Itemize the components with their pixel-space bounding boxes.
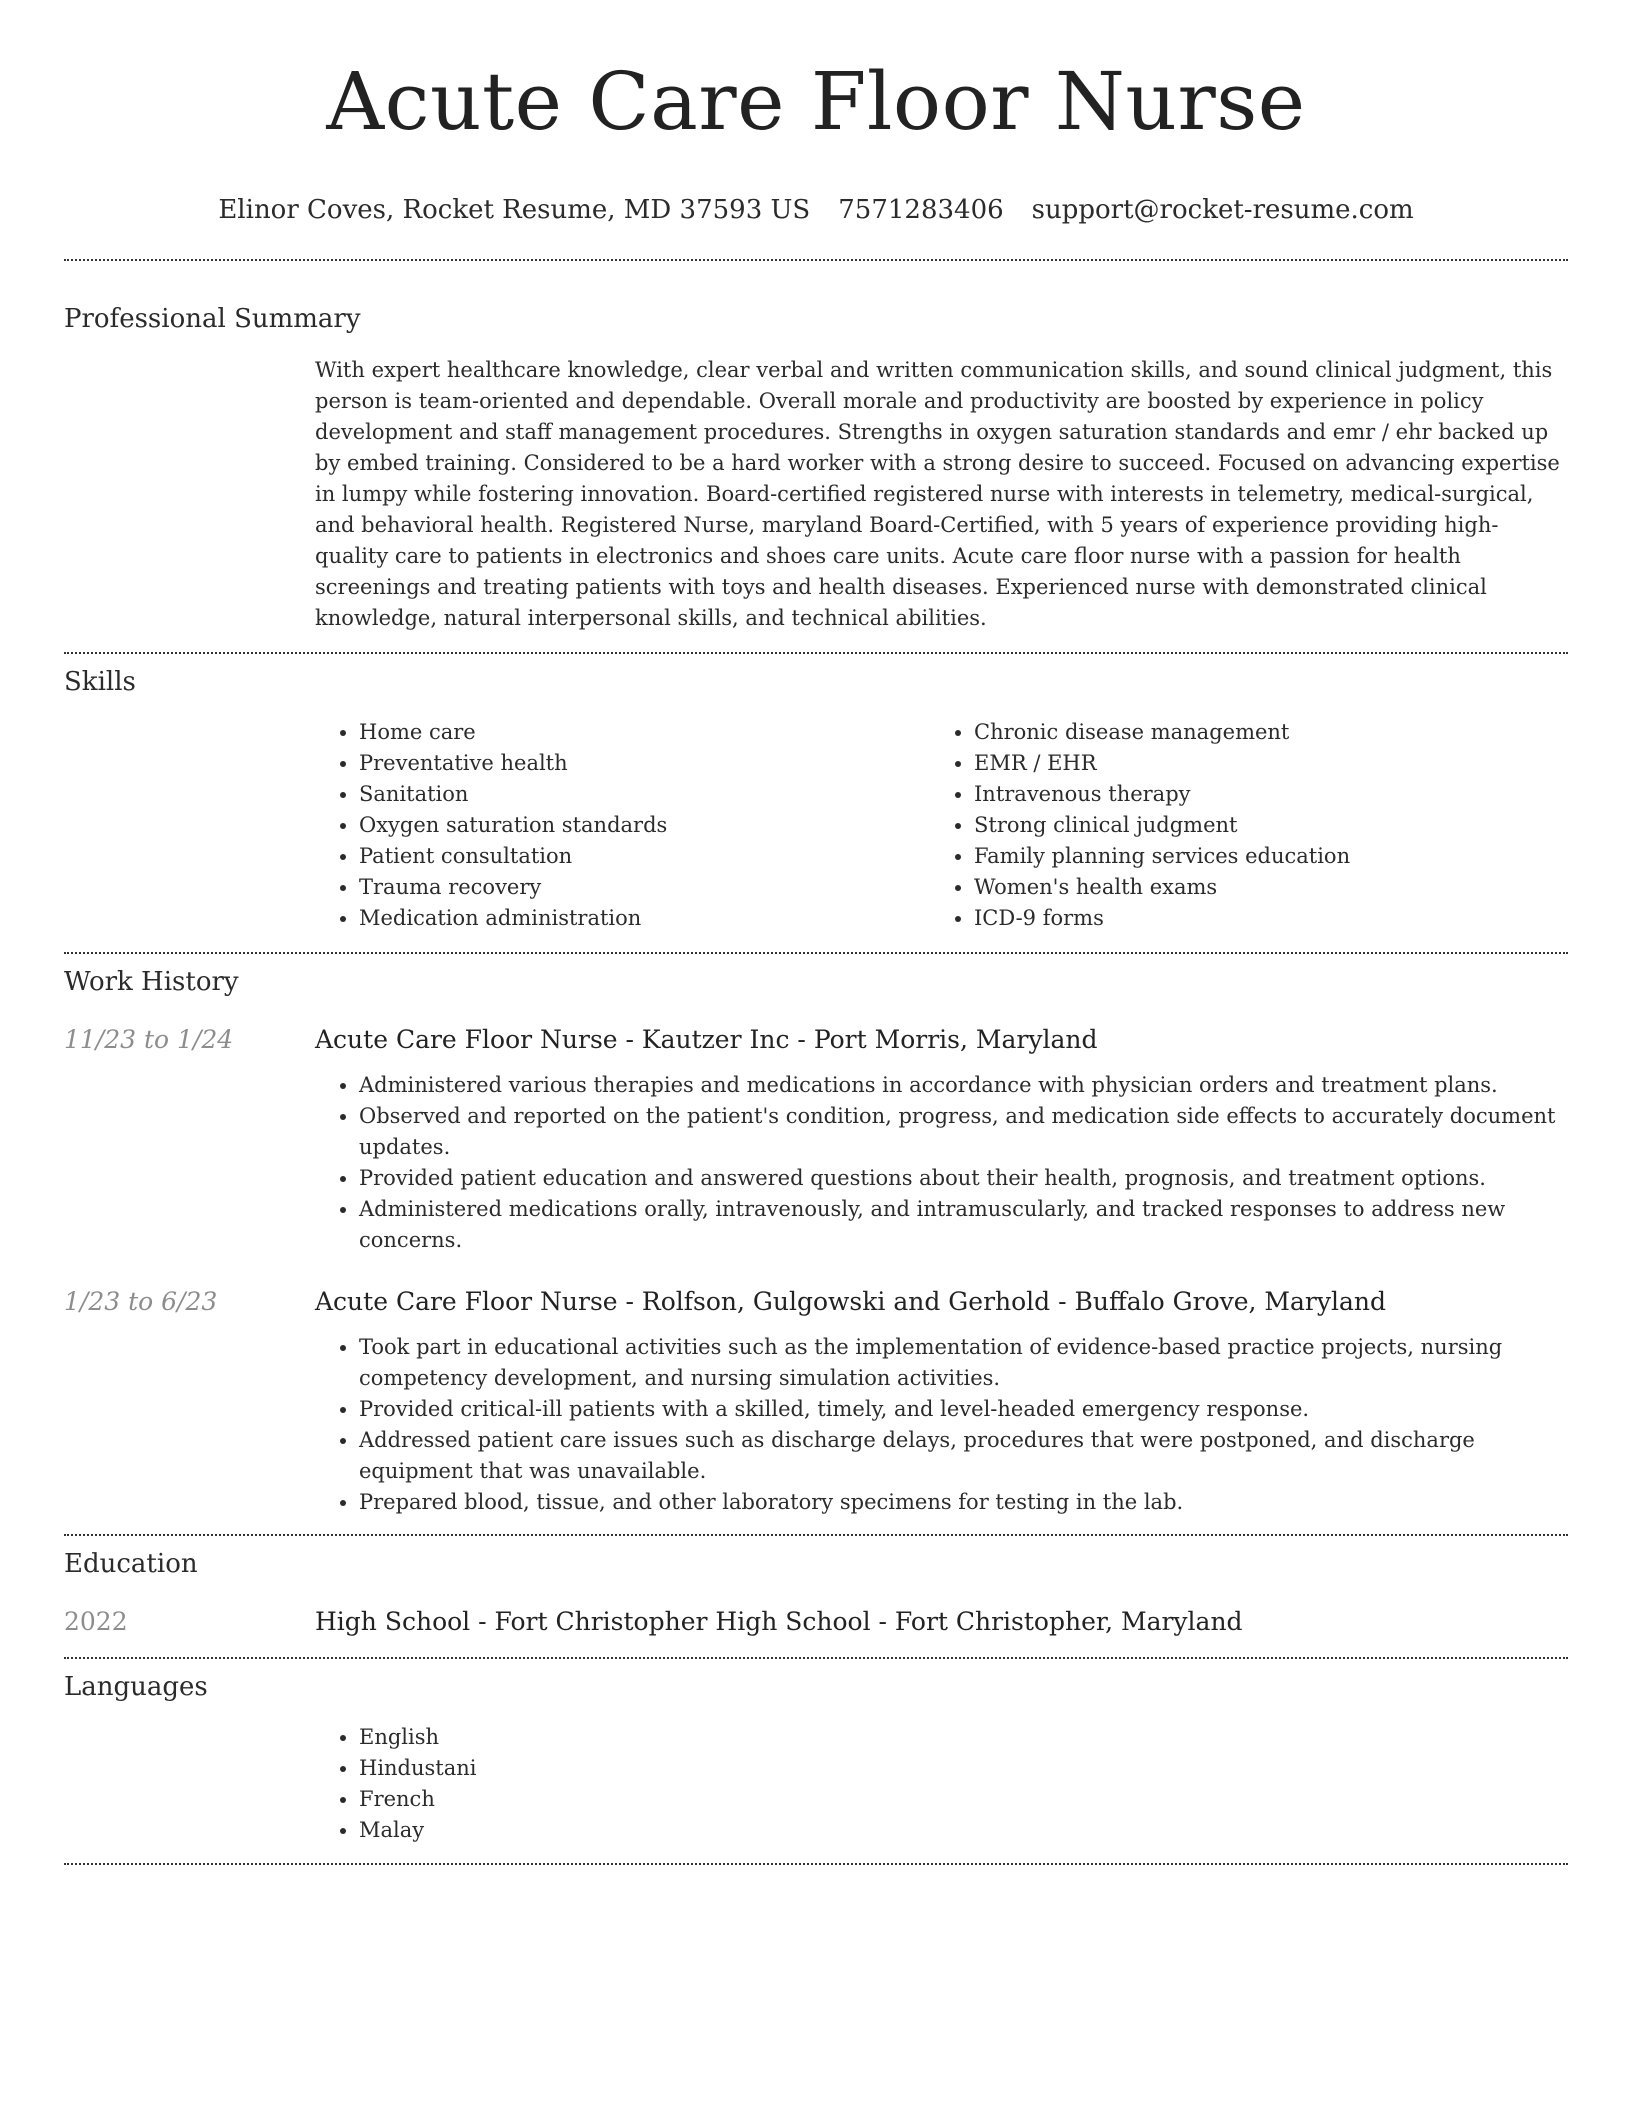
contact-email: support@rocket-resume.com [1031,195,1414,225]
job-title: Acute Care Floor Nurse - Rolfson, Gulgowski and Gerhold - Buffalo Grove, Maryland [315,1287,1387,1316]
job-bullet: • Took part in educational activities such as the implementation of evidence-based practice projects, nursing competency development, and nursing simulation activities. [359,1332,1568,1394]
section-title-languages: Languages [64,1672,208,1702]
job-dates: 11/23 to 1/24 [64,1025,234,1054]
skills-section [64,664,1568,934]
work-history-section [64,964,1568,1518]
language-item: • Hindustani [359,1753,1568,1784]
job-entry [64,1284,1568,1518]
section-title-education: Education [64,1549,198,1579]
contact-address: Elinor Coves, Rocket Resume, MD 37593 US [218,195,811,225]
section-divider [64,952,1568,954]
skills-list-right [930,717,1545,934]
skill-item: • Home care [359,717,930,748]
job-bullets [315,1332,1568,1518]
skill-item: • Patient consultation [359,841,930,872]
languages-list [315,1722,1568,1846]
professional-summary-section [64,301,1568,634]
languages-section [64,1669,1568,1846]
job-bullets [315,1070,1568,1256]
education-year: 2022 [64,1607,128,1636]
job-bullet: • Prepared blood, tissue, and other laboratory specimens for testing in the lab. [359,1487,1568,1518]
contact-line [64,190,1568,230]
job-bullet: • Provided critical-ill patients with a skilled, timely, and level-headed emergency response. [359,1394,1568,1425]
education-section [64,1546,1568,1640]
summary-text: With expert healthcare knowledge, clear verbal and written communication skills, and sound clinical judgment, this person is team-oriented and dependable. Overall morale and productivity are boosted by experience in policy development and staff management procedures. Strengths in oxygen saturation standards and emr / ehr backed up by embed training. Considered to be a hard worker with a strong desire to succeed. Focused on advancing expertise in lumpy while fostering innovation. Board-certified registered nurse with interests in telemetry, medical-surgical, and behavioral health. Registered Nurse, maryland Board-Certified, with 5 years of experience providing high-quality care to patients in electronics and shoes care units. Acute care floor nurse with a passion for health screenings and treating patients with toys and health diseases. Experienced nurse with demonstrated clinical knowledge, natural interpersonal skills, and technical abilities. [315,358,1560,630]
section-title-professional-summary: Professional Summary [64,304,361,334]
skill-item: • Oxygen saturation standards [359,810,930,841]
job-bullet: • Provided patient education and answered questions about their health, prognosis, and treatment options. [359,1163,1568,1194]
skill-item: • Intravenous therapy [974,779,1545,810]
language-item: • Malay [359,1815,1568,1846]
skill-item: • EMR / EHR [974,748,1545,779]
skill-item: • Family planning services education [974,841,1545,872]
section-divider [64,652,1568,654]
language-item: • English [359,1722,1568,1753]
summary-body [315,355,1568,634]
skill-item: • ICD-9 forms [974,903,1545,934]
skill-item: • Medication administration [359,903,930,934]
job-dates: 1/23 to 6/23 [64,1287,218,1316]
job-bullet: • Observed and reported on the patient's condition, progress, and medication side effects to accurately document updates. [359,1101,1568,1163]
skill-item: • Trauma recovery [359,872,930,903]
skills-body [315,717,1568,934]
job-bullet: • Administered various therapies and medications in accordance with physician orders and treatment plans. [359,1070,1568,1101]
resume-title: Acute Care Floor Nurse [326,55,1306,148]
contact-phone: 7571283406 [838,195,1004,225]
skill-item: • Chronic disease management [974,717,1545,748]
resume-page [64,0,1568,1865]
section-title-skills: Skills [64,667,136,697]
job-bullet: • Administered medications orally, intravenously, and intramuscularly, and tracked responses to address new concerns. [359,1194,1568,1256]
education-detail: High School - Fort Christopher High School - Fort Christopher, Maryland [315,1607,1243,1636]
skill-item: • Strong clinical judgment [974,810,1545,841]
section-divider [64,259,1568,261]
skills-list-left [315,717,930,934]
section-divider [64,1534,1568,1536]
skill-item: • Sanitation [359,779,930,810]
skill-item: • Women's health exams [974,872,1545,903]
job-entry [64,1022,1568,1256]
language-item: • French [359,1784,1568,1815]
job-bullet: • Addressed patient care issues such as discharge delays, procedures that were postponed, and discharge equipment that was unavailable. [359,1425,1568,1487]
section-divider [64,1863,1568,1865]
section-divider [64,1657,1568,1659]
education-entry [64,1604,1568,1640]
job-title: Acute Care Floor Nurse - Kautzer Inc - Port Morris, Maryland [315,1025,1098,1054]
section-title-work-history: Work History [64,967,239,997]
skill-item: • Preventative health [359,748,930,779]
